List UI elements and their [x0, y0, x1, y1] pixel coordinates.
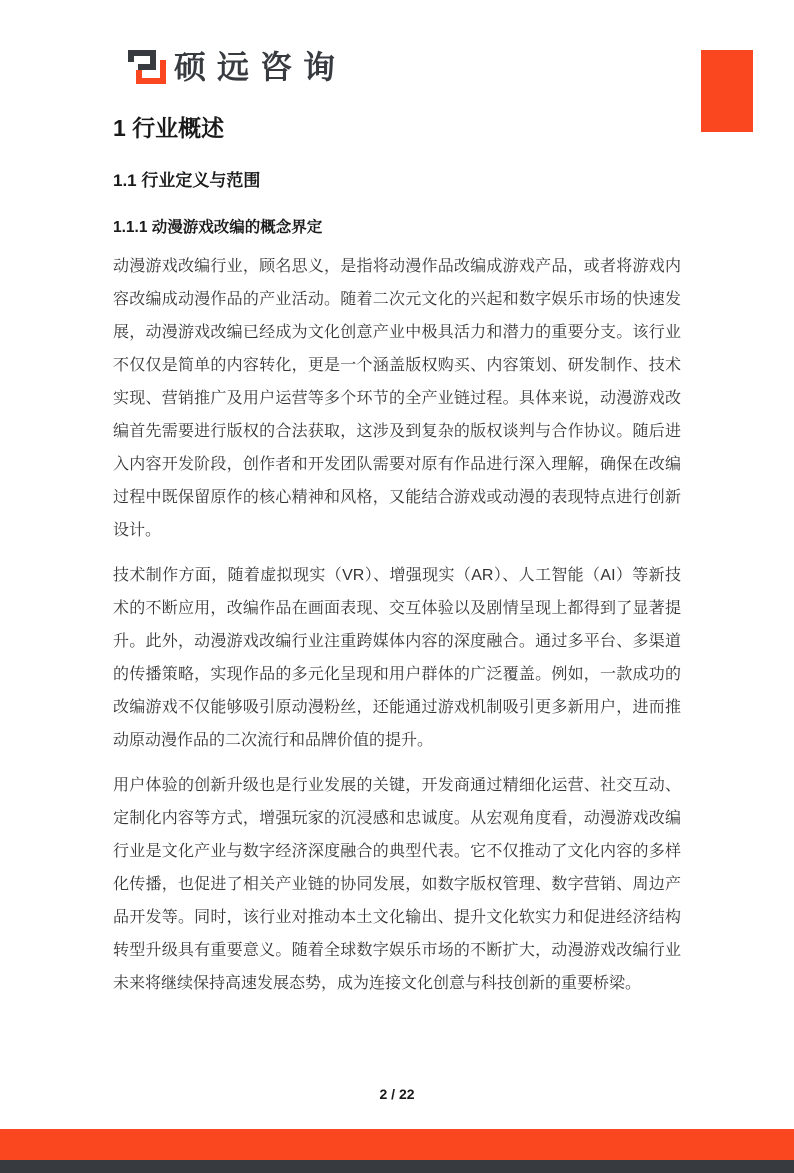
- bottom-accent-bar: [0, 1129, 794, 1160]
- paragraph: 技术制作方面，随着虚拟现实（VR）、增强现实（AR）、人工智能（AI）等新技术的不断应用，改编作品在画面表现、交互体验以及剧情呈现上都得到了显著提升。此外，动漫游戏改编行业注重跨媒体内容的深度融合。通过多平台、多渠道的传播策略，实现作品的多元化呈现和用户群体的广泛覆盖。例如，一款成功的改编游戏不仅能够吸引原动漫粉丝，还能通过游戏机制吸引更多新用户，进而推动原动漫作品的二次流行和品牌价值的提升。: [113, 567, 681, 749]
- top-right-accent-block: [701, 50, 753, 132]
- brand-logo: [128, 50, 794, 84]
- page: [0, 49, 794, 1102]
- paragraph: 动漫游戏改编行业，顾名思义，是指将动漫作品改编成游戏产品，或者将游戏内容改编成动漫作品的产业活动。随着二次元文化的兴起和数字娱乐市场的快速发展，动漫游戏改编已经成为文化创意产业中极具活力和潜力的重要分支。该行业不仅仅是简单的内容转化，更是一个涵盖版权购买、内容策划、研发制作、技术实现、营销推广及用户运营等多个环节的全产业链过程。具体来说，动漫游戏改编首先需要进行版权的合法获取，这涉及到复杂的版权谈判与合作协议。随后进入内容开发阶段，创作者和开发团队需要对原有作品进行深入理解，确保在改编过程中既保留原作的核心精神和风格，又能结合游戏或动漫的表现特点进行创新设计。: [113, 258, 681, 539]
- document-body: [0, 114, 794, 1000]
- brand-name: 硕远咨询: [174, 49, 347, 85]
- brand-logo-icon: [128, 50, 166, 84]
- bottom-dark-bar: [0, 1160, 794, 1173]
- heading-level-3: 1.1.1 动漫游戏改编的概念界定: [113, 219, 323, 236]
- heading-level-2: 1.1 行业定义与范围: [113, 171, 261, 190]
- paragraph: 用户体验的创新升级也是行业发展的关键，开发商通过精细化运营、社交互动、定制化内容等方式，增强玩家的沉浸感和忠诚度。从宏观角度看，动漫游戏改编行业是文化产业与数字经济深度融合的典型代表。它不仅推动了文化内容的多样化传播，也促进了相关产业链的协同发展，如数字版权管理、数字营销、周边产品开发等。同时，该行业对推动本土文化输出、提升文化软实力和促进经济结构转型升级具有重要意义。随着全球数字娱乐市场的不断扩大，动漫游戏改编行业未来将继续保持高速发展态势，成为连接文化创意与科技创新的重要桥梁。: [113, 777, 681, 992]
- page-number: 2 / 22: [379, 1086, 415, 1102]
- heading-level-1: 1 行业概述: [113, 115, 225, 141]
